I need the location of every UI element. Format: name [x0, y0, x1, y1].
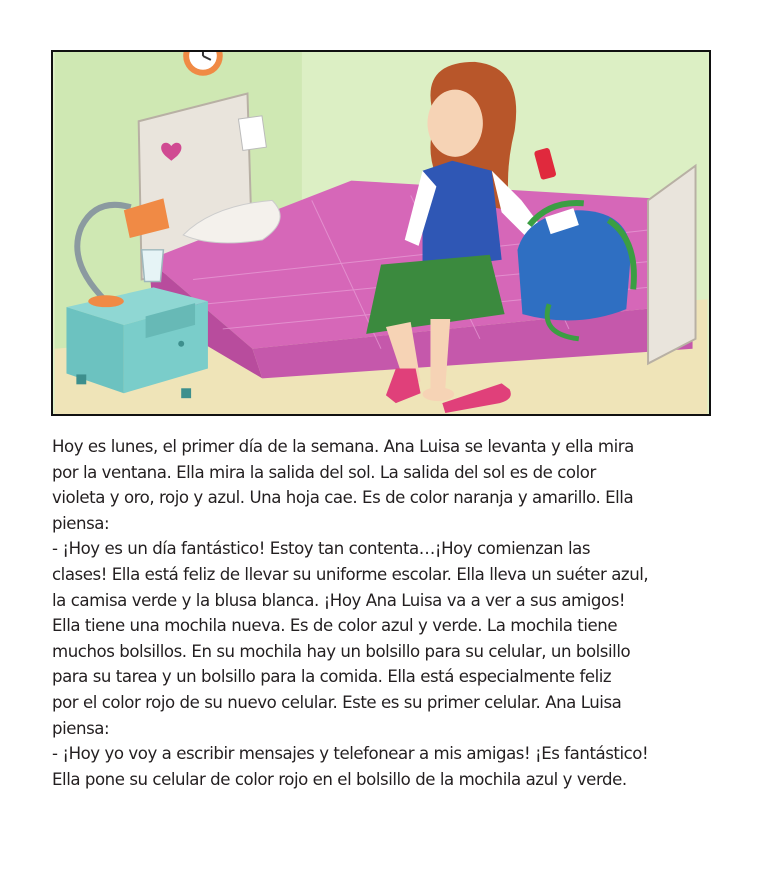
story-line: violeta y oro, rojo y azul. Una hoja cae. Es de color naranja y amarillo. Ella: [52, 488, 634, 508]
story-line: piensa:: [52, 513, 110, 533]
story-line: por la ventana. Ella mira la salida del sol. La salida del sol es de color: [52, 462, 596, 482]
story-line: Ella tiene una mochila nueva. Es de color azul y verde. La mochila tiene: [52, 616, 618, 636]
story-line: la camisa verde y la blusa blanca. ¡Hoy Ana Luisa va a ver a sus amigos!: [52, 590, 626, 610]
story-line: muchos bolsillos. En su mochila hay un bolsillo para su celular, un bolsillo: [52, 641, 631, 661]
story-illustration: [51, 50, 711, 416]
story-line: - ¡Hoy yo voy a escribir mensajes y telefonear a mis amigas! ¡Es fantástico!: [52, 744, 649, 764]
story-line: clases! Ella está feliz de llevar su uniforme escolar. Ella lleva un suéter azul,: [52, 564, 649, 584]
story-line: Hoy es lunes, el primer día de la semana. Ana Luisa se levanta y ella mira: [52, 437, 634, 456]
story-line: piensa:: [52, 718, 110, 738]
water-glass: [142, 250, 164, 282]
story-line: Ella pone su celular de color rojo en el bolsillo de la mochila azul y verde.: [52, 769, 627, 789]
story-line: para su tarea y un bolsillo para la comida. Ella está especialmente feliz: [52, 667, 612, 687]
story-text: [52, 434, 712, 792]
story-line: - ¡Hoy es un día fantástico! Estoy tan contenta…¡Hoy comienzan las: [52, 539, 591, 559]
story-line: por el color rojo de su nuevo celular. Este es su primer celular. Ana Luisa: [52, 692, 622, 712]
